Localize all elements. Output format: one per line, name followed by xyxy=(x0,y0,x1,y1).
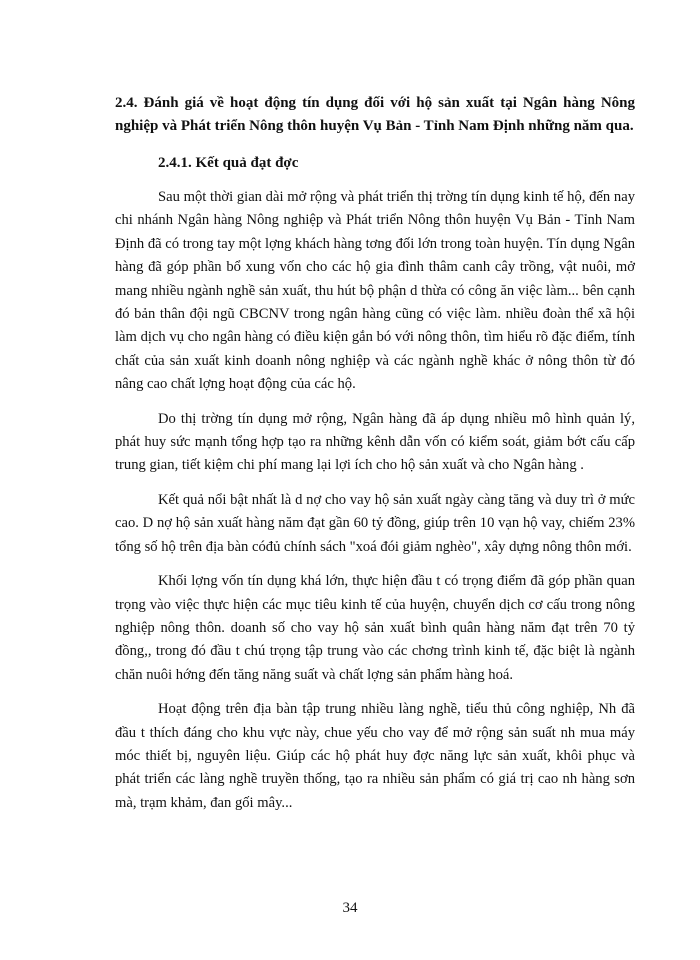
paragraph-credit-expansion: Sau một thời gian dài mở rộng và phát triển thị trờng tín dụng kinh tế hộ, đến nay chi nhánh Ngân hàng Nông nghiệp và Phát triển Nông thôn huyện Vụ Bản - Tỉnh Nam Định đã có trong tay một lợng khách hàng tơng đối lớn trong toàn huyện. Tín dụng Ngân hàng đã góp phần bổ xung vốn cho các hộ gia đình thâm canh cây trồng, vật nuôi, mở mang nhiều ngành nghề sản xuất, thu hút bộ phận d thừa có công ăn việc làm... bên cạnh đó bản thân đội ngũ CBCNV trong ngân hàng cũng có việc làm. nhiều đoàn thể xã hội làm dịch vụ cho ngân hàng có điều kiện gắn bó với nông thôn, tìm hiểu rõ đặc điểm, tính chất của sản xuất kinh doanh nông nghiệp và các ngành nghề khác ở nông thôn từ đó nâng cao chất lợng hoạt động của các hộ. xyxy=(115,189,635,393)
subsection-heading: 2.4.1. Kết quả đạt đợc xyxy=(158,155,299,171)
paragraph-credit-volume: Khối lợng vốn tín dụng khá lớn, thực hiện đầu t có trọng điểm đã góp phần quan trọng vào việc thực hiện các mục tiêu kinh tế của huyện, chuyển dịch cơ cấu trong nông nghiệp nông thôn. doanh số cho vay hộ sản xuất bình quân hàng năm đạt trên 70 tỷ đồng,, trong đó đầu t chú trọng tập trung vào các chơng trình kinh tế, đặc biệt là ngành chăn nuôi hớng đến tăng năng suất và chất lợng sản phẩm hàng hoá. xyxy=(115,573,635,683)
paragraph-craft-villages: Hoạt động trên địa bàn tập trung nhiều làng nghề, tiểu thủ công nghiệp, Nh đã đầu t thích đáng cho khu vực này, chue yếu cho vay để mở rộng sản suất nh mua máy móc thiết bị, nguyên liệu. Giúp các hộ phát huy đợc năng lực sản xuất, khôi phục và phát triển các làng nghề truyền thống, tạo ra nhiều sản phẩm có giá trị cao nh hàng sơn mà, trạm khảm, đan gối mây... xyxy=(115,701,635,811)
paragraph-management-models: Do thị trờng tín dụng mở rộng, Ngân hàng đã áp dụng nhiều mô hình quản lý, phát huy sức mạnh tổng hợp tạo ra những kênh dẫn vốn có kiểm soát, giảm bớt cấu cấp trung gian, tiết kiệm chi phí mang lại lợi ích cho hộ sản xuất và cho Ngân hàng . xyxy=(115,410,635,474)
section-heading: 2.4. Đánh giá về hoạt động tín dụng đối với hộ sản xuất tại Ngân hàng Nông nghiệp và Phát triển Nông thôn huyện Vụ Bản - Tỉnh Nam Định những năm qua. xyxy=(115,95,635,134)
page-number: 34 xyxy=(342,900,358,916)
paragraph-outstanding-loans: Kết quả nổi bật nhất là d nợ cho vay hộ sản xuất ngày càng tăng và duy trì ở mức cao. D nợ hộ sản xuất hàng năm đạt gần 60 tỷ đồng, giúp trên 10 vạn hộ vay, chiếm 23% tổng số hộ trên địa bàn cóđủ chính sách "xoá đói giảm nghèo", xây dựng nông thôn mới. xyxy=(115,491,635,555)
document-page xyxy=(115,92,635,826)
